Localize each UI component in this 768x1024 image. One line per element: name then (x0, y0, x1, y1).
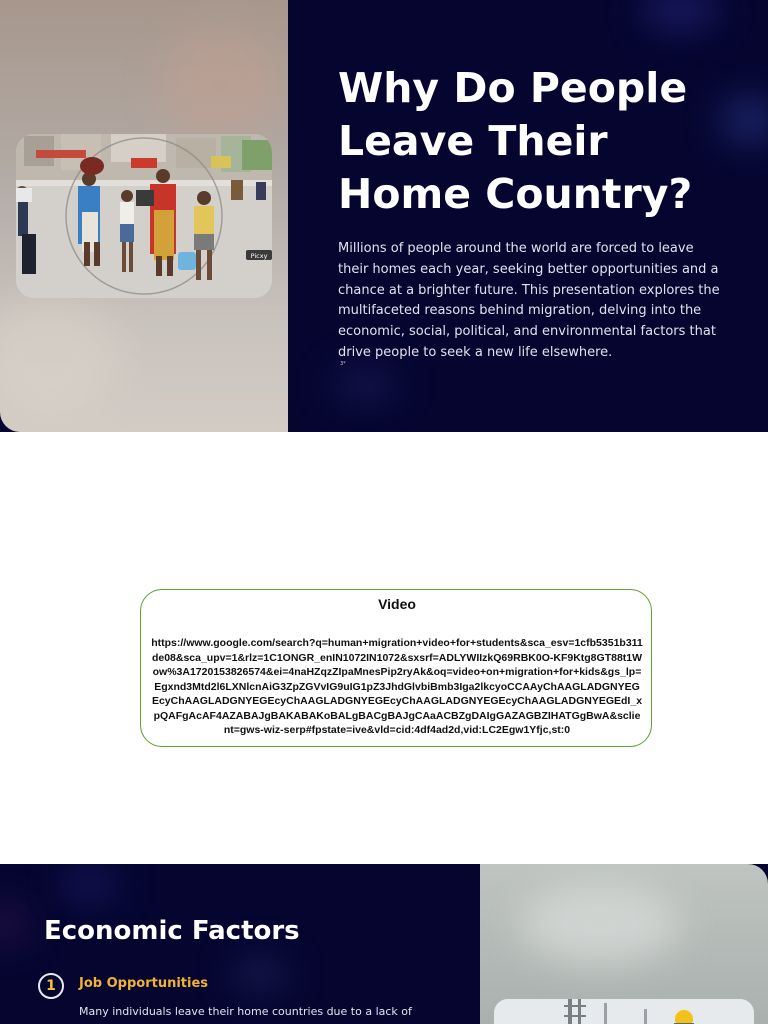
video-label: Video (378, 596, 416, 612)
item-title: Job Opportunities (79, 976, 209, 991)
photo-watermark: Picxy (250, 252, 268, 260)
construction-photo (494, 999, 754, 1024)
slide-title: Why Do People Leave Their Home Country? (338, 64, 693, 218)
item-number-badge: 1 (38, 973, 64, 999)
item-description: Many individuals leave their home countries due to a lack of (79, 1005, 412, 1018)
economic-factors-slide (0, 864, 768, 1024)
image-panel (0, 0, 288, 432)
video-embed[interactable] (140, 589, 652, 747)
construction-image-panel (480, 864, 768, 1024)
migrant-family-photo (16, 134, 272, 298)
video-slide (0, 432, 768, 864)
slide-intro-text: Millions of people around the world are forced to leave their homes each year, seeking better opportunities and a chance at a brighter future. This presentation explores the multifaceted reasons behind migration, delving into the economic, social, political, and environmental factors that drive people to seek a new life elsewhere. (338, 241, 720, 360)
tiny-mark: 3* (340, 361, 346, 367)
title-slide (0, 0, 768, 432)
section-title: Economic Factors (44, 916, 300, 946)
video-link[interactable]: https://www.google.com/search?q=human+migration+video+for+students&sca_esv=1cfb5351b311de08&sca_upv=1&rlz=1C1ONGR_enIN1072IN1072&sxsrf=ADLYWIIzkQ69RBK0O-KF9Ktg8GT88t1Wow%3A1720153826574&ei=4naHZqzZIpaMnesPip2ryAk&oq=video+on+migration+for+kids&gs_lp=Egxnd3Mtd2l6LXNlcnAiG3ZpZGVvIG9uIG1pZ3JhdGlvbiBmb3Iga2lkcyoCCAAyChAAGLADGNYEGEcyChAAGLADGNYEGEcyChAAGLADGNYEGEcyChAAGLADGNYEGEcyChAAGLADGNYEGEdI_xpQAFgAcAF4AZABAJgBAKABAKoBALgBACgBAJgCAaACBZgDAIgGAZAGBZIHATGgBwA&sclient=gws-wiz-serp#fpstate=ive&vld=cid:4df4ad2d,vid:LC2Egw1Yfjc,st:0 (151, 637, 643, 736)
